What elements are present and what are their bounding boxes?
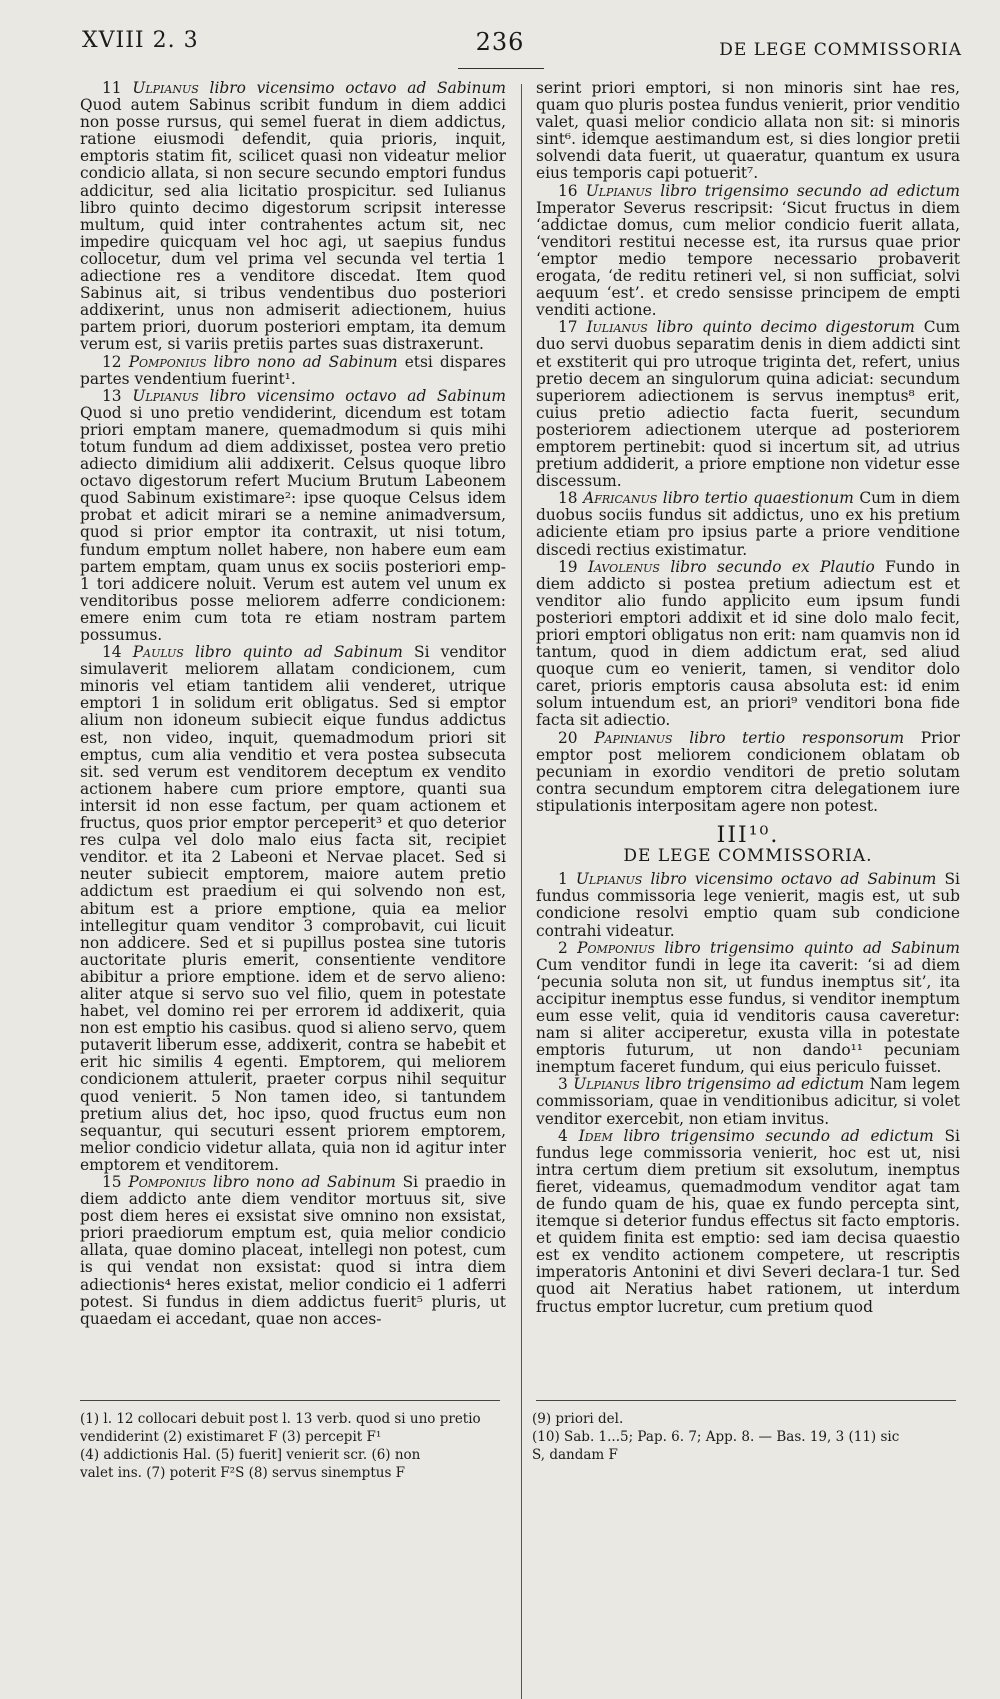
fragment-text: Si fundus commissoria lege venierit, magis est, ut sub condicione resolvi emptio quam sub condicione contrahi videatur.: [536, 870, 960, 940]
fragment-text: Fundo in diem addicto si postea pretium adiectum est et venditor alio fundo applicito eum ipsum fundi posteriori emptori addixit et id sine dolo malo fecit, priori emptori obligatus non erit: nam quamvis non id tantum, quod in diem addictum erat, sed aliud quoque cum eo venierit, tamen, si venditor dolo caret, prioris emptoris causa absoluta est: id enim solum intuendum est, an priori⁹ venditori bona fide facta sit adiectio.: [536, 557, 960, 730]
fragment-paragraph: [536, 1076, 960, 1127]
work-citation: libro nono ad Sabinum: [212, 1173, 396, 1191]
work-citation: libro vicensimo octavo ad Sabinum: [650, 870, 937, 889]
fragment-paragraph: [536, 871, 960, 939]
fragment-number: 16: [558, 181, 578, 200]
section-title: DE LEGE COMMISSORIA.: [623, 846, 873, 867]
work-citation: libro secundo ex Plautio: [670, 557, 875, 576]
work-citation: libro trigensimo quinto ad Sabinum: [664, 938, 960, 957]
work-citation: libro quinto decimo digestorum: [656, 318, 915, 337]
jurist-name: Iavolenus: [587, 557, 660, 576]
jurist-name: Paulus: [132, 643, 184, 662]
fragment-number: 3: [558, 1075, 568, 1094]
fragment-number: 12: [102, 352, 122, 371]
jurist-name: Papinianus: [594, 728, 673, 747]
work-citation: libro nono ad Sabinum: [213, 352, 398, 371]
fragment-number: 19: [558, 557, 578, 576]
footnote-line: S, dandam F: [532, 1447, 618, 1463]
work-citation: libro vicensimo octavo ad Sabinum: [209, 79, 506, 97]
fragment-paragraph: [80, 644, 506, 1174]
fragment-number: 18: [558, 489, 578, 508]
footnote-rule-right: [536, 1400, 956, 1401]
left-column: [80, 80, 506, 1328]
fragment-text: Si praedio in diem addicto ante diem venditor mortuus sit, sive post diem heres ei exsistat sive omnino non exsistat, priori praediorum emptum est, quia melior condicio allata, quae domino placeat, intellegi non potest, cum is qui vendat non exsistat: quod si intra diem adiectionis⁴ heres existat, melior condicio ei 1 adferri potest. Si fundus in diem addictus fuerit⁵ pluris, ut quaedam ei accedant, quae non acces-: [80, 1173, 506, 1328]
jurist-name: Ulpianus: [132, 79, 199, 97]
footnote-line: (9) priori del.: [532, 1411, 624, 1427]
fragment-paragraph: [536, 183, 960, 320]
jurist-name: Pomponius: [128, 1173, 207, 1191]
column-divider: [521, 84, 522, 1699]
fragment-paragraph: [536, 80, 960, 183]
footnote-line: vendiderint (2) existimaret F (3) percepit F¹: [80, 1429, 382, 1445]
page-number: 236: [475, 28, 525, 56]
fragment-text: Nam legem commissoriam, quae in venditionibus adicitur, si volet venditor exercebit, non etiam invitus.: [536, 1075, 960, 1128]
footnote-line: valet ins. (7) poterit F²S (8) servus sinemptus F: [80, 1465, 406, 1481]
work-citation: libro trigensimo secundo ad edictum: [623, 1126, 934, 1145]
fragment-paragraph: [536, 490, 960, 558]
fragment-paragraph: [80, 354, 506, 388]
jurist-name: Idem: [578, 1126, 613, 1145]
fragment-paragraph: [536, 940, 960, 1077]
jurist-name: Ulpianus: [573, 1075, 640, 1094]
fragment-number: 2: [558, 938, 568, 957]
fragment-text: serint priori emptori, si non minoris sint hae res, quam quo pluris postea fundus venierit, prior venditio valet, quasi melior condicio allata non sit: si minoris sint⁶. idemque aestimandum est, si dies longior pretii solvendi data fuerit, ut quaeratur, quantum ex usura eius temporis capi potuerit⁷.: [536, 79, 960, 183]
fragment-text: Si venditor simulaverit meliorem allatam condicionem, cum minoris vel etiam tantidem alii venderet, utrique emptori 1 in solidum erit obligatus. Sed si emptor alium non idoneum subiecit eique fundus addictus est, non video, inquit, quemadmodum priori sit emptus, cum alia venditio et vera postea subsecuta sit. sed verum est venditorem deceptum ex vendito actionem habere cum priore emptore, quanti sua intersit id non esse factum, per quam actionem et fructus, quos prior emptor perceperit³ et quo deterior res culpa vel dolo malo eius facta sit, recipiet venditor. et ita 2 Labeoni et Nervae placet. Sed si neuter subiecit emptorem, maiore autem pretio addictum est praedium ei qui solvendo non est, abitum est a priore emptione, quia ea melior intellegitur quam venditor 3 comprobavit, cui licuit non addicere. Sed et si pupillus postea sine tutoris auctoritate pluris emerit, consentiente venditore abibitur a priore emptione. idem et de servo alieno: aliter atque si servo suo vel filio, quem in potestate habet, vel domino rei per errorem id addixerit, quia non est emptio his casibus. quod si alieno servo, quem putaverit liberum esse, addixerit, contra se habebit et erit hic similis 4 egenti. Emptorem, qui meliorem condicionem attulerit, praeter corpus nihil sequitur quod venierit. 5 Non tamen ideo, si tantundem pretium alius det, hoc ipso, quod fructus eum non sequantur, qui secuturi essent priorem emptorem, melior condicio videtur allata, quia non id agitur inter emptorem et venditorem.: [80, 643, 506, 1174]
fragment-number: 17: [558, 318, 578, 337]
jurist-name: Pomponius: [128, 352, 207, 371]
fragment-paragraph: [80, 1174, 506, 1328]
work-citation: libro tertio quaestionum: [662, 489, 854, 508]
fragment-number: 15: [102, 1173, 122, 1191]
jurist-name: Ulpianus: [132, 386, 199, 405]
fragment-number: 4: [558, 1126, 568, 1145]
fragment-paragraph: [536, 559, 960, 730]
running-header-right: DE LEGE COMMISSORIA: [719, 40, 962, 60]
fragment-paragraph: [80, 388, 506, 644]
fragment-number: 20: [558, 728, 578, 747]
fragment-text: Cum venditor fundi in lege ita caverit: ‘si ad diem ‘pecunia soluta non sit, ut fundus inemptus sit’, ita accipitur inemptus esse fundus, si venditor inemptum eum esse velit, quia id venditoris causa caveretur: nam si aliter acciperetur, exusta villa in potestate emptoris futurum, ut non dando¹¹ pecuniam inemptum faceret fundum, qui eius periculo fuisset.: [536, 955, 960, 1077]
jurist-name: Ulpianus: [575, 870, 643, 889]
work-citation: libro vicensimo octavo ad Sabinum: [209, 386, 506, 405]
header-rule: [458, 68, 544, 69]
fragment-text: Cum duo servi duobus separatim denis in diem addicti sint et exstiterit qui pro utroque triginta det, refert, unius pretio decem an singulorum quina adiciat: secundum superiorem adiectionem is servus inemptus⁸ erit, cuius pretio adiectio facta fuerit, secundum posteriorem adiectionem uterque ad posteriorem emptorem pertinebit: quod si incertum sit, ad utrius pretium addiderit, a priore emptione non videtur esse discessum.: [536, 318, 960, 491]
footnotes-left: [80, 1410, 500, 1482]
fragment-text: Si fundus lege commissoria venierit, hoc est ut, nisi intra certum diem pretium sit exsolutum, inemptus fieret, videamus, quemadmodum venditor agat tam de fundo quam de his, quae ex fundo percepta sint, itemque si deterior fundus effectus sit facto emptoris. et quidem finita est emptio: sed iam decisa quaestio est ex vendito actionem competere, ut rescriptis imperatoris Antonini et divi Severi declara-1 tur. Sed quod ait Neratius habet rationem, ut interdum fructus emptor lucretur, cum pretium quod: [536, 1126, 960, 1316]
work-citation: libro tertio responsorum: [689, 728, 905, 747]
section-heading: [536, 823, 960, 867]
jurist-name: Ulpianus: [585, 181, 653, 200]
right-column: [536, 80, 960, 1316]
footnote-line: (10) Sab. 1...5; Pap. 6. 7; App. 8. — Bas. 19, 3 (11) sic: [532, 1429, 900, 1445]
fragment-text: Prior emptor post meliorem condicionem oblatam ob pecuniam in exordio venditori de pretio solutam contra secundum emptorem citra delegationem iure stipulationis interpositam agere non potest.: [536, 728, 960, 815]
fragment-text: Imperator Severus rescripsit: ‘Sicut fructus in diem ‘addictae domus, cum melior condicio fuerit allata, ‘venditori restitui necesse est, ita rursus quae prior ‘emptor medio tempore necessario probaverit erogata, ‘de reditu retineri vel, si non sufficiat, solvi aequum ‘est’. et credo sensisse principem de empti venditi actione.: [536, 198, 960, 320]
footnote-line: (4) addictionis Hal. (5) fuerit] venierit scr. (6) non: [80, 1447, 421, 1463]
footnotes-right: [532, 1410, 962, 1464]
fragment-paragraph: [536, 319, 960, 490]
fragment-text: Cum in diem duobus sociis fundus sit addictus, uno ex his pretium adiciente etiam pro ipsius parte a priore venditione discedi rectius existimatur.: [536, 489, 960, 559]
fragment-paragraph: [80, 80, 506, 354]
fragment-text: Quod si uno pretio vendiderint, dicendum est totam priori emptam manere, quemadmodum si quis mihi totum fundum ad diem addixisset, postea vero pretio adiecto dimidium alii addixerit. Celsus quoque libro octavo digestorum refert Mucium Brutum Labeonem quod Sabinum existimare²: ipse quoque Celsus idem probat et adicit mirari se a nemine animadversum, quod si prior emptor ita contraxit, ut nisi totum, fundum emptum nollet habere, non habere eum eam partem emptam, quam unus ex sociis posteriori emp-1 tori addicere noluit. Verum est autem vel unum ex venditoribus posse meliorem adferre condicionem: emere enim cum tota re etiam nostram partem possumus.: [80, 403, 506, 644]
fragment-number: 14: [102, 643, 122, 662]
fragment-number: 1: [558, 870, 568, 889]
fragment-paragraph: [536, 1128, 960, 1316]
fragment-paragraph: [536, 730, 960, 815]
work-citation: libro quinto ad Sabinum: [195, 643, 403, 662]
fragment-text: Quod autem Sabinus scribit fundum in diem addici non posse rursus, qui semel fuerat in diem addictus, ratione eiusmodi defendit, quia prioris, inquit, emptoris statim fit, scilicet quasi non videatur melior condicio allata, si non secure secundo emptori fundus addicitur, sed alia licitatio prospicitur. sed Iulianus libro quinto decimo digestorum scripsit interesse multum, quid inter contrahentes actum sit, nec impedire quicquam vel hoc agi, ut saepius fundus collocetur, dum vel prima vel secunda vel tertia 1 adiectione res a venditore discedat. Item quod Sabinus ait, si tribus vendentibus duo posteriori addixerint, unus non admiserit adiectionem, huius partem priori, duorum posteriori emptam, ita demum verum est, si variis pretiis partes suas distraxerunt.: [80, 96, 506, 354]
section-number: III¹⁰.: [716, 823, 780, 849]
work-citation: libro trigensimo secundo ad edictum: [660, 181, 960, 200]
jurist-name: Africanus: [583, 489, 658, 508]
footnote-rule-left: [80, 1400, 500, 1401]
jurist-name: Iulianus: [586, 318, 648, 337]
footnote-line: (1) l. 12 collocari debuit post l. 13 verb. quod si uno pretio: [80, 1411, 481, 1427]
fragment-number: 13: [102, 386, 122, 405]
work-citation: libro trigensimo ad edictum: [645, 1075, 865, 1094]
fragment-number: 11: [102, 79, 122, 97]
running-header-left: XVIII 2. 3: [82, 28, 199, 53]
fragment-text: etsi dispares partes vendentium fuerint¹.: [80, 352, 506, 388]
jurist-name: Pomponius: [577, 938, 655, 957]
